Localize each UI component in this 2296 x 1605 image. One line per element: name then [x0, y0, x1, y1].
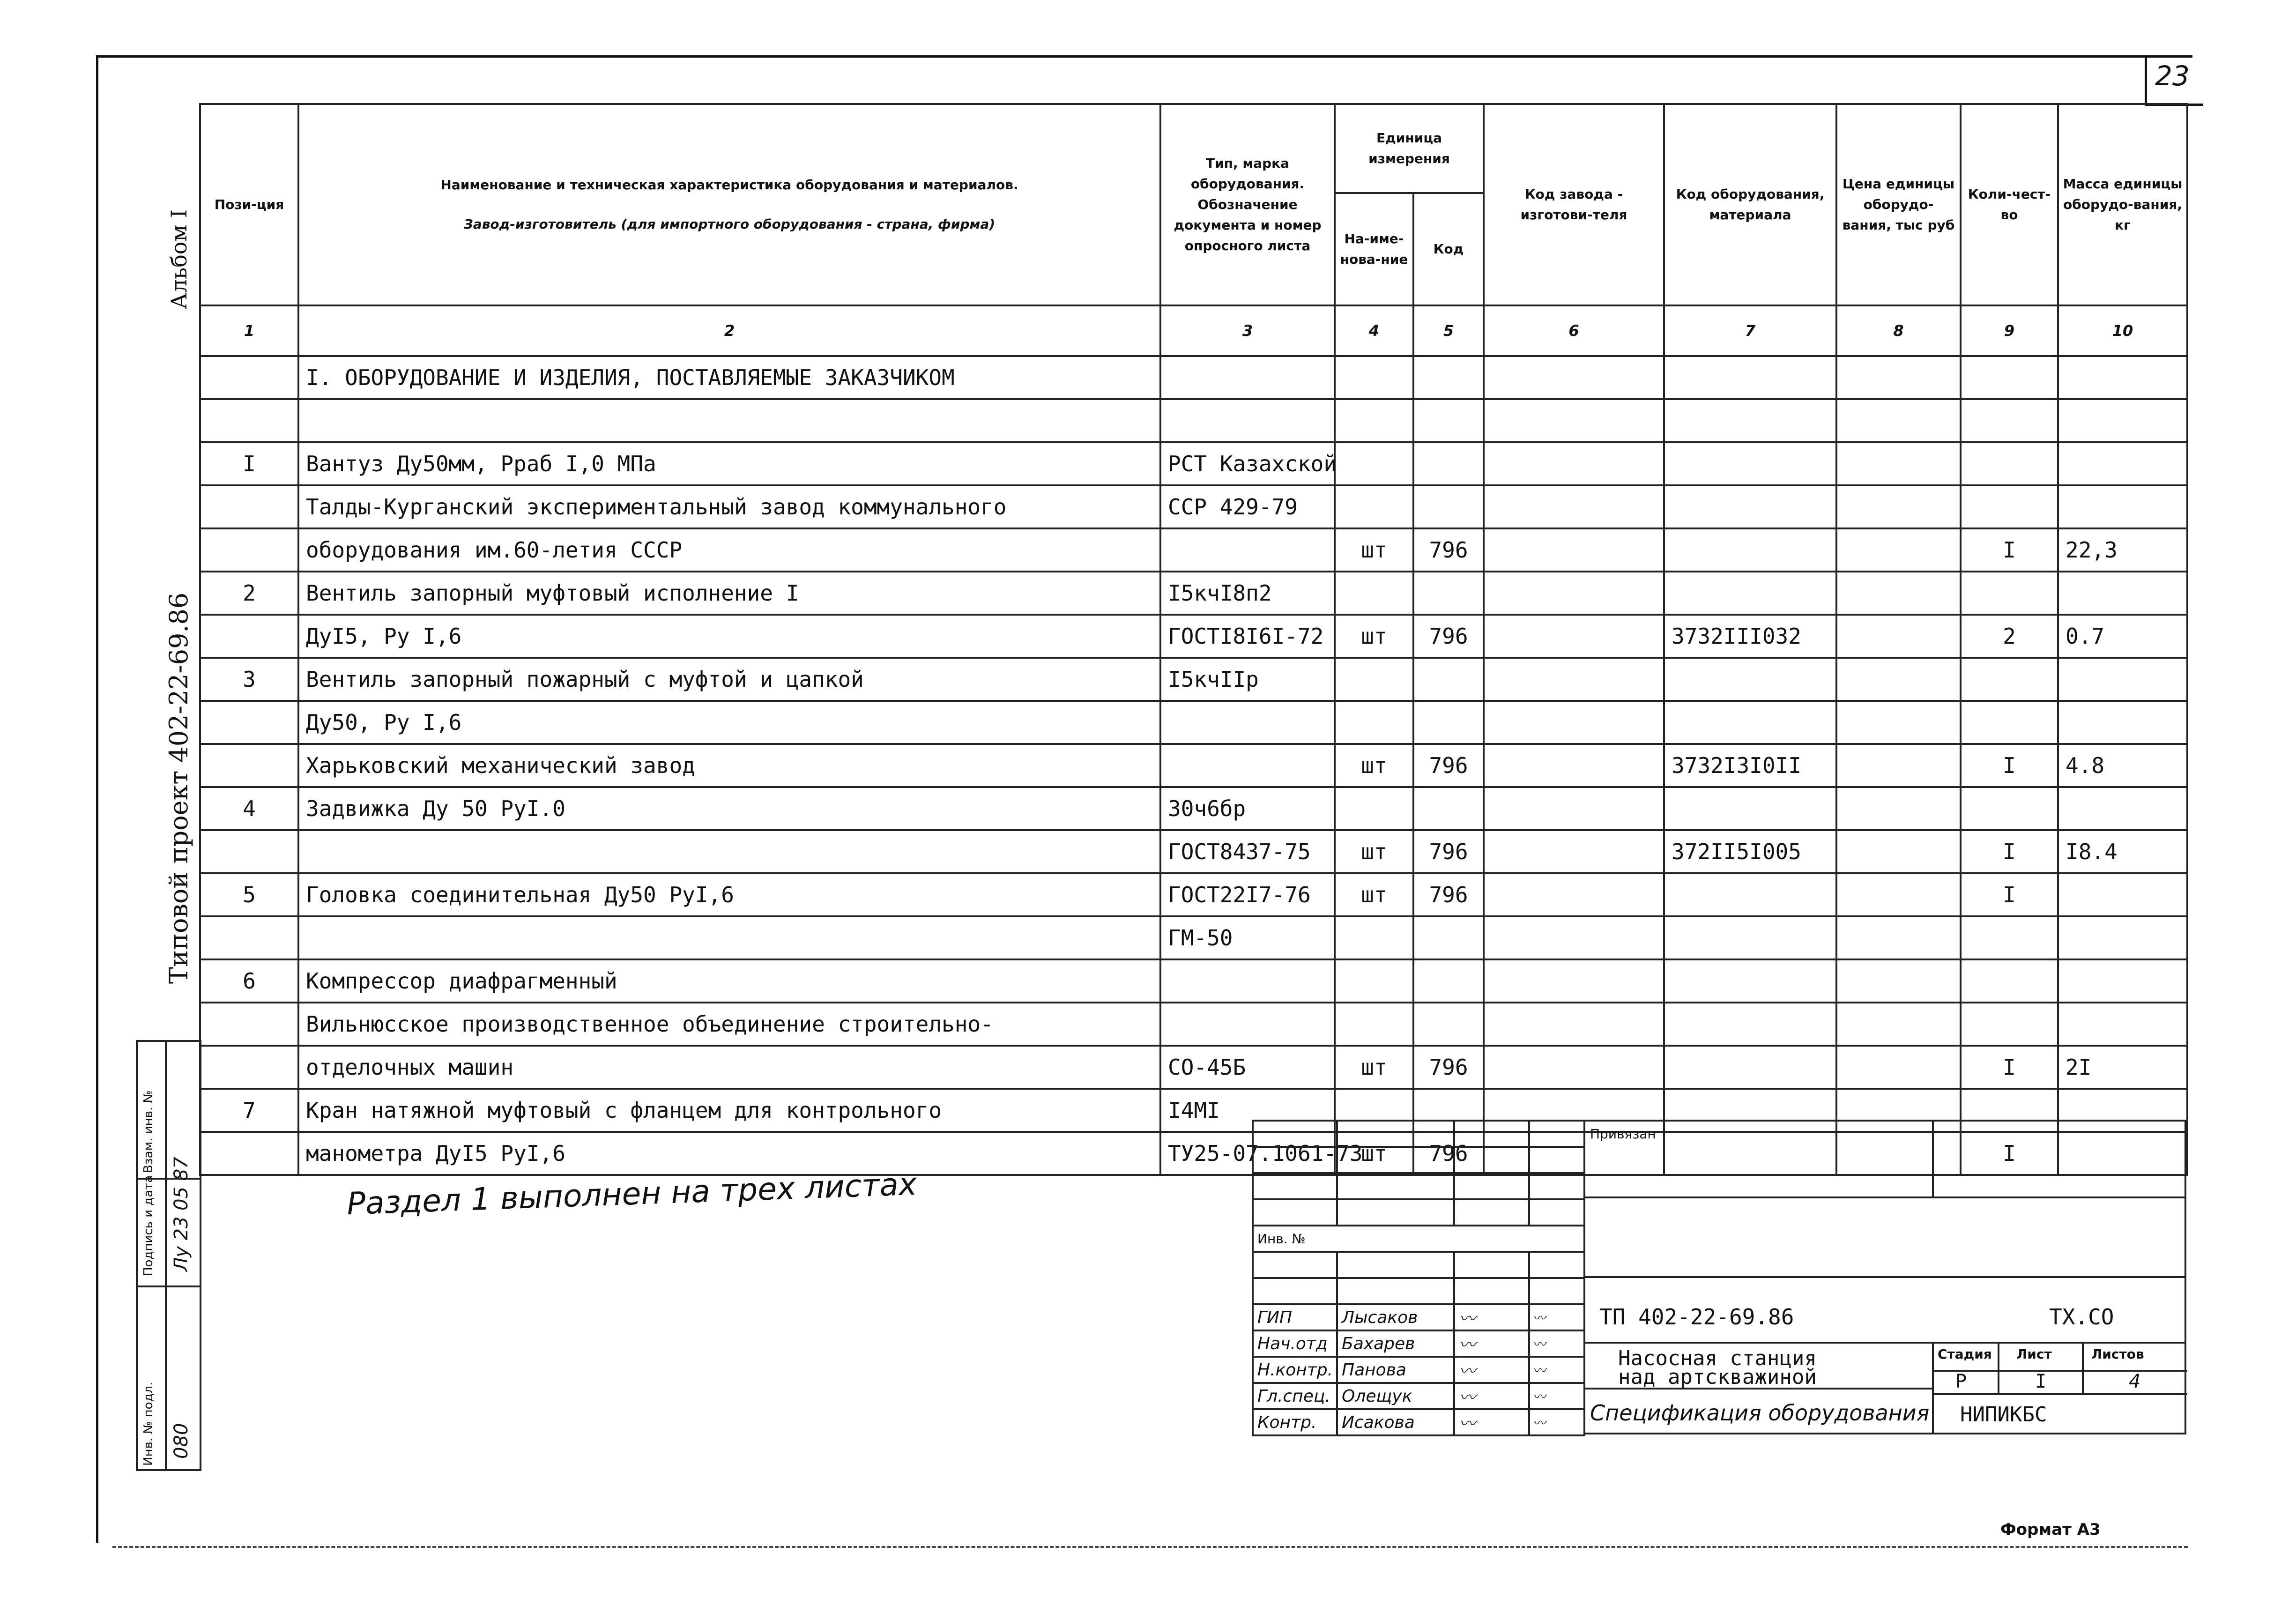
person-name: Исакова: [1337, 1409, 1454, 1435]
table-row: [200, 1046, 2187, 1089]
sheet-label: Лист: [2016, 1346, 2052, 1362]
inv-number-label: Инв. №: [1253, 1226, 1584, 1252]
unit-cell: [1335, 356, 1413, 399]
type-cell: [1160, 399, 1335, 442]
mass-cell: 4.8: [2058, 744, 2187, 787]
name-cell: Задвижка Ду 50 РуI.0: [298, 787, 1160, 830]
column-number: 6: [1484, 305, 1664, 356]
table-row: [200, 1003, 2187, 1046]
position-cell: [200, 615, 298, 658]
column-number: 3: [1160, 305, 1335, 356]
position-cell: 4: [200, 787, 298, 830]
price-cell: [1836, 528, 1961, 572]
plant-code-cell: [1484, 959, 1664, 1003]
table-row: [200, 485, 2187, 528]
plant-code-cell: [1484, 787, 1664, 830]
unit-cell: [1335, 787, 1413, 830]
header-plant-code: Код завода - изготови-теля: [1484, 104, 1664, 305]
plant-code-cell: [1484, 916, 1664, 959]
position-cell: [200, 701, 298, 744]
type-cell: I5кчI8п2: [1160, 572, 1335, 615]
mass-cell: [2058, 442, 2187, 485]
unit-cell: [1335, 399, 1413, 442]
table-row: [200, 787, 2187, 830]
table-row: [200, 442, 2187, 485]
type-cell: РСТ Казахской: [1160, 442, 1335, 485]
quantity-cell: 2: [1961, 615, 2058, 658]
position-cell: [200, 399, 298, 442]
price-cell: [1836, 615, 1961, 658]
price-cell: [1836, 572, 1961, 615]
column-number: 8: [1836, 305, 1961, 356]
privyazan-label: Привязан: [1590, 1126, 1656, 1142]
format-label: Формат А3: [2000, 1520, 2101, 1539]
name-cell: Вентиль запорный пожарный с муфтой и цапкой: [298, 658, 1160, 701]
mass-cell: [2058, 1003, 2187, 1046]
section-note: Раздел 1 выполнен на трех листах: [346, 1166, 918, 1222]
name-cell: отделочных машин: [298, 1046, 1160, 1089]
stamp-label-inv: Инв. № подл.: [141, 1382, 156, 1466]
price-cell: [1836, 916, 1961, 959]
position-cell: I: [200, 442, 298, 485]
mass-cell: [2058, 787, 2187, 830]
equipment-code-cell: [1664, 1046, 1836, 1089]
unit-code-cell: 796: [1413, 615, 1484, 658]
price-cell: [1836, 442, 1961, 485]
unit-cell: шт: [1335, 1132, 1413, 1175]
unit-code-cell: 796: [1413, 873, 1484, 916]
price-cell: [1836, 744, 1961, 787]
header-unit-group: Единица измерения: [1335, 104, 1484, 193]
unit-cell: [1335, 701, 1413, 744]
mass-cell: [2058, 916, 2187, 959]
name-cell: Вантуз Ду50мм, Рраб I,0 МПа: [298, 442, 1160, 485]
unit-cell: шт: [1335, 744, 1413, 787]
plant-code-cell: [1484, 658, 1664, 701]
type-cell: ГОСТI8I6I-72: [1160, 615, 1335, 658]
name-cell: Кран натяжной муфтовый с фланцем для контрольного: [298, 1089, 1160, 1132]
plant-code-cell: [1484, 830, 1664, 873]
role-label: Н.контр.: [1253, 1357, 1337, 1383]
plant-code-cell: [1484, 1003, 1664, 1046]
table-row: [200, 528, 2187, 572]
plant-code-cell: [1484, 528, 1664, 572]
name-cell: Талды-Курганский экспериментальный завод коммунального: [298, 485, 1160, 528]
type-cell: СО-45Б: [1160, 1046, 1335, 1089]
quantity-cell: [1961, 485, 2058, 528]
mass-cell: [2058, 572, 2187, 615]
stamp-label-vzam: Взам. инв. №: [141, 1090, 156, 1173]
table-row: [200, 615, 2187, 658]
type-cell: [1160, 701, 1335, 744]
unit-code-cell: 796: [1413, 744, 1484, 787]
column-number: 9: [1961, 305, 2058, 356]
plant-code-cell: [1484, 701, 1664, 744]
position-cell: 2: [200, 572, 298, 615]
equipment-code-cell: [1664, 701, 1836, 744]
role-label: ГИП: [1253, 1304, 1337, 1330]
quantity-cell: I: [1961, 528, 2058, 572]
table-row: [200, 744, 2187, 787]
type-cell: I4МI: [1160, 1089, 1335, 1132]
unit-code-cell: 796: [1413, 1046, 1484, 1089]
document-mark: ТХ.СО: [2049, 1304, 2114, 1330]
unit-cell: [1335, 959, 1413, 1003]
unit-cell: [1335, 485, 1413, 528]
mass-cell: 0.7: [2058, 615, 2187, 658]
unit-code-cell: [1413, 1003, 1484, 1046]
equipment-code-cell: [1664, 442, 1836, 485]
unit-cell: [1335, 442, 1413, 485]
header-type: Тип, марка оборудования. Обозначение документа и номер опросного листа: [1160, 104, 1335, 305]
column-number: 10: [2058, 305, 2187, 356]
table-row: [200, 873, 2187, 916]
column-number: 7: [1664, 305, 1836, 356]
unit-cell: шт: [1335, 528, 1413, 572]
stamp-value-inv: 080: [171, 1423, 192, 1459]
mass-cell: 22,3: [2058, 528, 2187, 572]
equipment-code-cell: [1664, 356, 1836, 399]
position-cell: 3: [200, 658, 298, 701]
table-row: [200, 701, 2187, 744]
quantity-cell: I: [1961, 1132, 2058, 1175]
equipment-code-cell: [1664, 658, 1836, 701]
name-cell: Харьковский механический завод: [298, 744, 1160, 787]
header-name-line1: Наименование и техническая характеристика оборудования и материалов.: [440, 177, 1018, 193]
equipment-code-cell: [1664, 916, 1836, 959]
position-cell: 5: [200, 873, 298, 916]
name-cell: ДуI5, Ру I,6: [298, 615, 1160, 658]
position-cell: [200, 1003, 298, 1046]
price-cell: [1836, 787, 1961, 830]
price-cell: [1836, 399, 1961, 442]
unit-code-cell: [1413, 399, 1484, 442]
unit-cell: шт: [1335, 830, 1413, 873]
type-cell: [1160, 528, 1335, 572]
price-cell: [1836, 701, 1961, 744]
mass-cell: [2058, 658, 2187, 701]
name-cell: оборудования им.60-летия СССР: [298, 528, 1160, 572]
stage-label: Стадия: [1938, 1346, 1992, 1362]
unit-cell: [1335, 1003, 1413, 1046]
name-cell: Компрессор диафрагменный: [298, 959, 1160, 1003]
equipment-code-cell: [1664, 959, 1836, 1003]
mass-cell: [2058, 485, 2187, 528]
quantity-cell: [1961, 701, 2058, 744]
mass-cell: 2I: [2058, 1046, 2187, 1089]
position-cell: 7: [200, 1089, 298, 1132]
column-number: 1: [200, 305, 298, 356]
quantity-cell: [1961, 356, 2058, 399]
price-cell: [1836, 485, 1961, 528]
quantity-cell: I: [1961, 873, 2058, 916]
header-position: Пози-ция: [200, 104, 298, 305]
type-cell: ГОСТ22I7-76: [1160, 873, 1335, 916]
role-label: Гл.спец.: [1253, 1383, 1337, 1409]
table-row: [200, 572, 2187, 615]
table-row: [200, 399, 2187, 442]
quantity-cell: I: [1961, 1046, 2058, 1089]
object-name-line2: над артскважиной: [1618, 1365, 1817, 1389]
header-price: Цена единицы оборудо-вания, тыс руб: [1836, 104, 1961, 305]
price-cell: [1836, 830, 1961, 873]
position-cell: [200, 1132, 298, 1175]
position-cell: [200, 356, 298, 399]
type-cell: I5кчIIр: [1160, 658, 1335, 701]
quantity-cell: [1961, 959, 2058, 1003]
quantity-cell: [1961, 572, 2058, 615]
quantity-cell: [1961, 1003, 2058, 1046]
type-cell: ТУ25-07.1061-73: [1160, 1132, 1335, 1175]
unit-cell: [1335, 916, 1413, 959]
title-block: [1583, 1120, 2186, 1434]
object-name-line1: Насосная станция: [1618, 1346, 1817, 1370]
unit-code-cell: 796: [1413, 528, 1484, 572]
header-equipment-code: Код оборудования, материала: [1664, 104, 1836, 305]
quantity-cell: [1961, 916, 2058, 959]
quantity-cell: I: [1961, 744, 2058, 787]
column-number-row: [200, 305, 2187, 356]
mass-cell: [2058, 399, 2187, 442]
plant-code-cell: [1484, 485, 1664, 528]
project-label: Типовой проект 402-22-69.86: [164, 592, 193, 984]
price-cell: [1836, 1003, 1961, 1046]
person-name: Олещук: [1337, 1383, 1454, 1409]
sheet-title: Спецификация оборудования: [1590, 1400, 1930, 1426]
mass-cell: [2058, 356, 2187, 399]
equipment-code-cell: [1664, 572, 1836, 615]
name-cell: Вентиль запорный муфтовый исполнение I: [298, 572, 1160, 615]
unit-code-cell: [1413, 916, 1484, 959]
position-cell: [200, 916, 298, 959]
type-cell: [1160, 744, 1335, 787]
sheets-value: 4: [2129, 1371, 2141, 1392]
unit-code-cell: [1413, 442, 1484, 485]
plant-code-cell: [1484, 744, 1664, 787]
unit-cell: шт: [1335, 615, 1413, 658]
table-row: [200, 959, 2187, 1003]
column-number: 4: [1335, 305, 1413, 356]
price-cell: [1836, 356, 1961, 399]
position-cell: [200, 485, 298, 528]
quantity-cell: [1961, 442, 2058, 485]
table-row: [200, 356, 2187, 399]
name-cell: манометра ДуI5 РуI,6: [298, 1132, 1160, 1175]
equipment-code-cell: [1664, 399, 1836, 442]
table-row: [200, 658, 2187, 701]
plant-code-cell: [1484, 1046, 1664, 1089]
stamp-label-sign: Подпись и дата: [141, 1175, 156, 1276]
unit-code-cell: [1413, 959, 1484, 1003]
equipment-code-cell: [1664, 485, 1836, 528]
organization: НИПИКБС: [1960, 1403, 2047, 1427]
equipment-code-cell: [1664, 528, 1836, 572]
header-name-line2: Завод-изготовитель (для импортного оборудования - страна, фирма): [463, 216, 996, 232]
unit-cell: [1335, 572, 1413, 615]
unit-code-cell: 796: [1413, 830, 1484, 873]
type-cell: [1160, 959, 1335, 1003]
plant-code-cell: [1484, 873, 1664, 916]
column-number: 2: [298, 305, 1160, 356]
mass-cell: I8.4: [2058, 830, 2187, 873]
table-row: [200, 916, 2187, 959]
name-cell: Вильнюсское производственное объединение строительно-: [298, 1003, 1160, 1046]
sheet-value: I: [2035, 1371, 2047, 1392]
unit-code-cell: 796: [1413, 1132, 1484, 1175]
table-row: [200, 830, 2187, 873]
type-cell: 30ч6бр: [1160, 787, 1335, 830]
role-label: Контр.: [1253, 1409, 1337, 1435]
equipment-code-cell: 372II5I005: [1664, 830, 1836, 873]
plant-code-cell: [1484, 356, 1664, 399]
price-cell: [1836, 1046, 1961, 1089]
unit-cell: шт: [1335, 873, 1413, 916]
header-quantity: Коли-чест-во: [1961, 104, 2058, 305]
position-cell: [200, 744, 298, 787]
type-cell: [1160, 356, 1335, 399]
equipment-code-cell: [1664, 1003, 1836, 1046]
person-name: Лысаков: [1337, 1304, 1454, 1330]
name-cell: [298, 399, 1160, 442]
mass-cell: [2058, 873, 2187, 916]
unit-code-cell: [1413, 658, 1484, 701]
specification-table: [199, 103, 2188, 1176]
equipment-code-cell: [1664, 873, 1836, 916]
header-name: [298, 104, 1160, 305]
name-cell: [298, 830, 1160, 873]
left-stamp: [136, 1040, 201, 1471]
equipment-code-cell: 3732I3I0II: [1664, 744, 1836, 787]
name-cell: I. ОБОРУДОВАНИЕ И ИЗДЕЛИЯ, ПОСТАВЛЯЕМЫЕ ЗАКАЗЧИКОМ: [298, 356, 1160, 399]
person-name: Панова: [1337, 1357, 1454, 1383]
table-header-row: [200, 104, 2187, 193]
name-cell: Головка соединительная Ду50 РуI,6: [298, 873, 1160, 916]
plant-code-cell: [1484, 399, 1664, 442]
unit-code-cell: [1413, 787, 1484, 830]
stage-value: Р: [1955, 1371, 1967, 1392]
type-cell: ССР 429-79: [1160, 485, 1335, 528]
equipment-code-cell: [1664, 787, 1836, 830]
document-code: ТП 402-22-69.86: [1599, 1304, 1794, 1330]
plant-code-cell: [1484, 615, 1664, 658]
mass-cell: [2058, 959, 2187, 1003]
unit-code-cell: [1413, 572, 1484, 615]
bottom-rule: [112, 1546, 2188, 1548]
unit-cell: [1335, 658, 1413, 701]
album-label: Альбом I: [166, 209, 192, 309]
plant-code-cell: [1484, 442, 1664, 485]
equipment-code-cell: 3732III032: [1664, 615, 1836, 658]
position-cell: [200, 1046, 298, 1089]
header-unit-code: Код: [1413, 193, 1484, 305]
position-cell: 6: [200, 959, 298, 1003]
unit-code-cell: [1413, 485, 1484, 528]
price-cell: [1836, 959, 1961, 1003]
quantity-cell: I: [1961, 830, 2058, 873]
quantity-cell: [1961, 658, 2058, 701]
column-number: 5: [1413, 305, 1484, 356]
header-unit-name: На-име-нова-ние: [1335, 193, 1413, 305]
unit-cell: шт: [1335, 1046, 1413, 1089]
page-number: 23: [2155, 60, 2190, 92]
type-cell: ГОСТ8437-75: [1160, 830, 1335, 873]
role-label: Нач.отд: [1253, 1330, 1337, 1357]
name-cell: [298, 916, 1160, 959]
unit-code-cell: [1413, 356, 1484, 399]
type-cell: ГМ-50: [1160, 916, 1335, 959]
position-cell: [200, 528, 298, 572]
stamp-value-sign: Лу 23 05 87: [171, 1157, 192, 1271]
header-mass: Масса единицы оборудо-вания, кг: [2058, 104, 2187, 305]
signature-grid: Инв. № ГИП Лысаков 〰 〰 Нач.отд Бахарев 〰 〰 Н.контр. Панова 〰 〰 Гл.спец. Олещук 〰 〰 Контр. Исакова 〰 〰: [1252, 1120, 1585, 1436]
mass-cell: [2058, 701, 2187, 744]
quantity-cell: [1961, 787, 2058, 830]
name-cell: Ду50, Ру I,6: [298, 701, 1160, 744]
sheets-label: Листов: [2091, 1346, 2144, 1362]
person-name: Бахарев: [1337, 1330, 1454, 1357]
plant-code-cell: [1484, 572, 1664, 615]
price-cell: [1836, 873, 1961, 916]
type-cell: [1160, 1003, 1335, 1046]
unit-code-cell: [1413, 701, 1484, 744]
position-cell: [200, 830, 298, 873]
price-cell: [1836, 658, 1961, 701]
quantity-cell: [1961, 399, 2058, 442]
